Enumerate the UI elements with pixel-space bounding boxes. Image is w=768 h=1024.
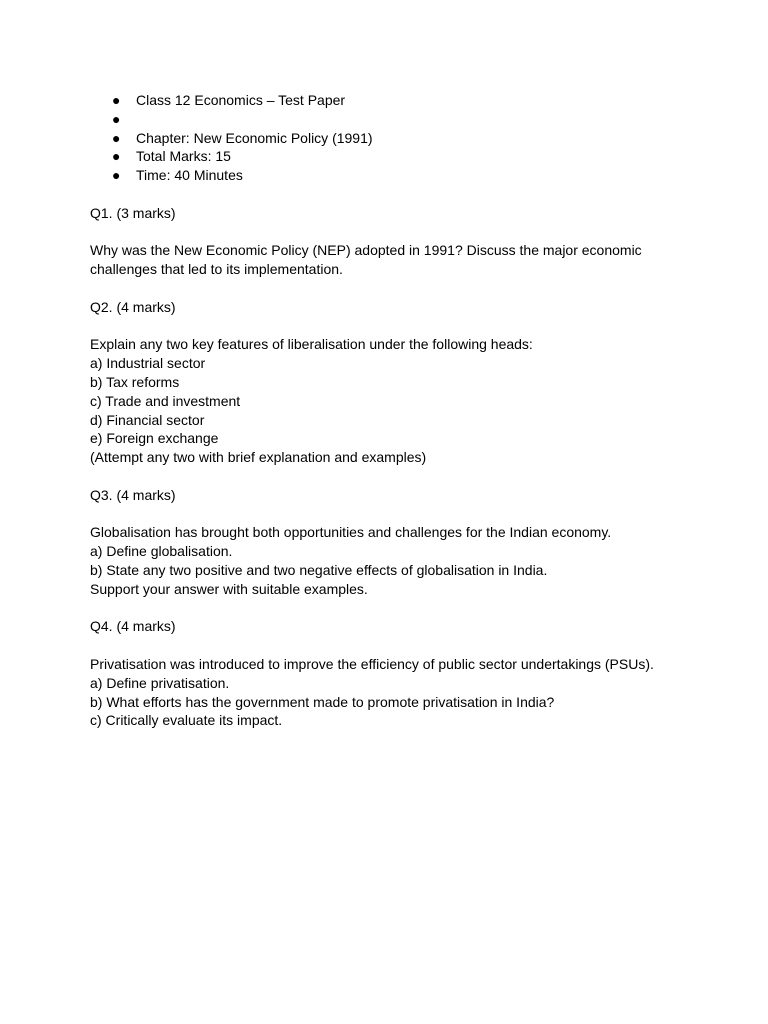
question-body (90, 655, 708, 730)
question-1 (90, 204, 708, 279)
question-heading: Q4. (4 marks) (90, 618, 176, 635)
question-line: Globalisation has brought both opportunities and challenges for the Indian economy. (90, 524, 612, 541)
question-heading: Q2. (4 marks) (90, 298, 176, 315)
bullet-dot-icon: ● (112, 92, 121, 108)
bullet-text-chapter: Chapter: New Economic Policy (1991) (136, 129, 373, 146)
bullet-dot-icon: ● (112, 110, 121, 127)
bullet-dot-icon: ● (112, 167, 121, 184)
bullet-dot-icon: ● (112, 129, 121, 146)
question-line: Privatisation was introduced to improve the efficiency of public sector undertakings (PSUs). (90, 655, 654, 672)
bullet-text-marks: Total Marks: 15 (136, 148, 231, 165)
question-line: a) Industrial sector (90, 355, 206, 372)
question-line: a) Define globalisation. (90, 543, 233, 560)
bullet-item (90, 147, 708, 166)
question-line: b) Tax reforms (90, 373, 180, 390)
question-body (90, 523, 708, 598)
question-line: c) Critically evaluate its impact. (90, 712, 283, 729)
question-4 (90, 617, 708, 730)
question-line: (Attempt any two with brief explanation and examples) (90, 449, 427, 466)
question-heading: Q3. (4 marks) (90, 486, 176, 503)
bullet-text-title: Class 12 Economics – Test Paper (136, 92, 346, 108)
question-line: Explain any two key features of liberalisation under the following heads: (90, 336, 533, 353)
question-line: b) State any two positive and two negative effects of globalisation in India. (90, 561, 548, 578)
question-line: b) What efforts has the government made to promote privatisation in India? (90, 693, 555, 710)
question-line: Support your answer with suitable examples. (90, 580, 368, 597)
header-bullet-list (90, 91, 708, 185)
question-2 (90, 298, 708, 467)
question-3 (90, 486, 708, 599)
bullet-item (90, 129, 708, 148)
question-body (90, 241, 708, 279)
bullet-item (90, 91, 708, 110)
question-line: challenges that led to its implementation. (90, 261, 343, 278)
bullet-item (90, 110, 708, 129)
question-line: d) Financial sector (90, 411, 205, 428)
bullet-text-time: Time: 40 Minutes (136, 167, 243, 184)
question-body (90, 335, 708, 467)
question-heading: Q1. (3 marks) (90, 204, 176, 221)
question-line: c) Trade and investment (90, 392, 241, 409)
question-line: e) Foreign exchange (90, 430, 219, 447)
question-line: Why was the New Economic Policy (NEP) adopted in 1991? Discuss the major economic (90, 242, 642, 259)
bullet-dot-icon: ● (112, 148, 121, 165)
question-line: a) Define privatisation. (90, 674, 230, 691)
bullet-item (90, 166, 708, 185)
